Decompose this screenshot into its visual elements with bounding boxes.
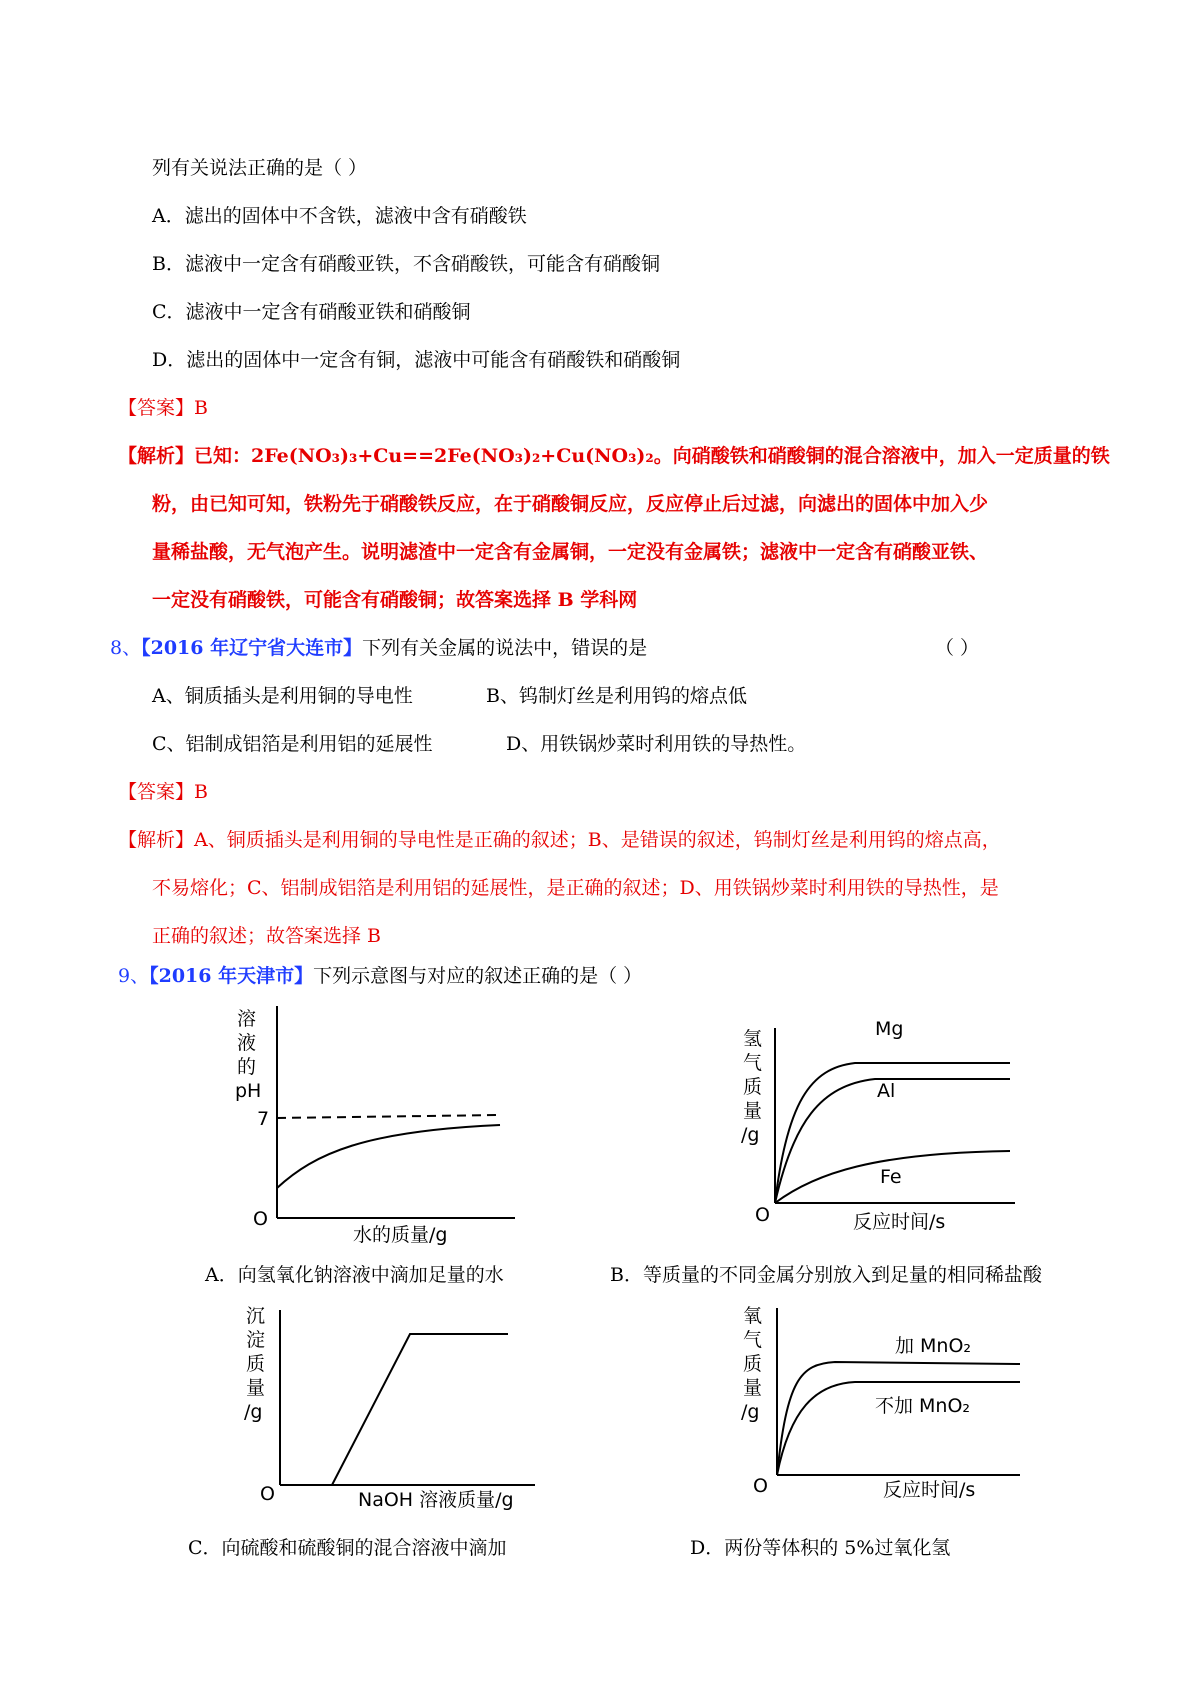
graph-b-label-fe: Fe bbox=[880, 1166, 902, 1188]
graph-b-ylabel-5: /g bbox=[741, 1124, 760, 1146]
graph-c-ylabel-5: /g bbox=[244, 1401, 263, 1423]
q8-number: 8、 bbox=[110, 637, 142, 659]
graph-d-ylabel-5: /g bbox=[741, 1401, 760, 1423]
graph-d-label-with-mno2: 加 MnO₂ bbox=[895, 1335, 972, 1357]
q9-source: 【2016 年天津市】 bbox=[149, 965, 314, 987]
q7-stem-tail: 列有关说法正确的是（ ） bbox=[152, 157, 368, 179]
graph-a-curve bbox=[277, 1125, 500, 1188]
graph-d-curve-with-mno2 bbox=[777, 1362, 1020, 1475]
graph-b-label-al: Al bbox=[877, 1080, 896, 1102]
analysis-text: A、铜质插头是利用铜的导电性是正确的叙述；B、是错误的叙述，钨制灯丝是利用钨的熔点高， bbox=[194, 829, 1001, 851]
q8-option-d: D、用铁锅炒菜时利用铁的导热性。 bbox=[506, 733, 807, 755]
graph-c-ylabel-2: 淀 bbox=[246, 1329, 266, 1351]
q8-answer bbox=[118, 779, 208, 805]
graph-c-ylabel-1: 沉 bbox=[246, 1305, 266, 1327]
graph-a-ylabel-1: 溶 bbox=[237, 1008, 257, 1030]
graph-b-ylabel-4: 量 bbox=[743, 1100, 763, 1122]
q8-source: 【2016 年辽宁省大连市】 bbox=[141, 637, 363, 659]
graph-b-label-mg: Mg bbox=[875, 1018, 904, 1040]
graph-a-origin: O bbox=[253, 1208, 268, 1230]
graph-d-label-without-mno2: 不加 MnO₂ bbox=[875, 1395, 971, 1417]
graph-b-ylabel-1: 氢 bbox=[743, 1028, 763, 1050]
graph-a-ylabel-3: 的 bbox=[237, 1056, 257, 1078]
q9-number: 9、 bbox=[118, 965, 150, 987]
graph-d-xlabel: 反应时间/s bbox=[883, 1479, 976, 1501]
graph-d-ylabel-1: 氧 bbox=[743, 1305, 763, 1327]
analysis-label: 【解析】 bbox=[118, 829, 195, 851]
q7-option-c: C．滤液中一定含有硝酸亚铁和硝酸铜 bbox=[152, 301, 471, 323]
q9-stem bbox=[118, 963, 642, 989]
analysis-text: 已知：2Fe(NO₃)₃+Cu==2Fe(NO₃)₂+Cu(NO₃)₂。向硝酸铁和硝酸铜的混合溶液中，加入一定质量的铁 bbox=[194, 445, 1110, 467]
q8-stem-text: 下列有关金属的说法中，错误的是 bbox=[362, 637, 648, 659]
graph-c bbox=[240, 1300, 540, 1520]
q7-option-a: A．滤出的固体中不含铁，滤液中含有硝酸铁 bbox=[152, 205, 527, 227]
q8-option-a: A、铜质插头是利用铜的导电性 bbox=[152, 685, 413, 707]
graph-c-xlabel: NaOH 溶液质量/g bbox=[358, 1489, 514, 1511]
graph-c-ylabel-3: 质 bbox=[246, 1353, 266, 1375]
graph-a-xlabel: 水的质量/g bbox=[353, 1224, 448, 1246]
q7-answer bbox=[118, 395, 208, 421]
graph-b-origin: O bbox=[755, 1204, 770, 1226]
q8-analysis-line-2: 不易熔化；C、铝制成铝箔是利用铝的延展性，是正确的叙述；D、用铁锅炒菜时利用铁的导热性，是 bbox=[152, 877, 999, 899]
graph-d-ylabel-4: 量 bbox=[743, 1377, 763, 1399]
graph-d-ylabel-3: 质 bbox=[743, 1353, 763, 1375]
answer-label: 【答案】 bbox=[118, 781, 195, 803]
q7-analysis-line-4: 一定没有硝酸铁，可能含有硝酸铜；故答案选择 B 学科网 bbox=[152, 589, 638, 611]
q7-analysis-line-3: 量稀盐酸，无气泡产生。说明滤渣中一定含有金属铜，一定没有金属铁；滤液中一定含有硝酸亚铁、 bbox=[152, 541, 989, 563]
caption-d: D．两份等体积的 5%过氧化氢 bbox=[690, 1537, 951, 1559]
caption-a: A．向氢氧化钠溶液中滴加足量的水 bbox=[205, 1264, 504, 1286]
q9-stem-text: 下列示意图与对应的叙述正确的是（ ） bbox=[313, 965, 643, 987]
graph-a bbox=[225, 1003, 525, 1248]
answer-label: 【答案】 bbox=[118, 397, 195, 419]
graph-a-ph7-dashed-line bbox=[277, 1115, 500, 1118]
q8-stem bbox=[110, 635, 647, 661]
graph-b-ylabel-3: 质 bbox=[743, 1076, 763, 1098]
caption-b: B．等质量的不同金属分别放入到足量的相同稀盐酸 bbox=[610, 1264, 1042, 1286]
graph-d-origin: O bbox=[753, 1475, 768, 1497]
caption-c: C．向硫酸和硫酸铜的混合溶液中滴加 bbox=[188, 1537, 507, 1559]
graph-a-ylabel-4: pH bbox=[235, 1080, 262, 1102]
q8-bracket: （ ） bbox=[935, 637, 980, 659]
answer-value: B bbox=[194, 397, 208, 419]
graph-b-ylabel-2: 气 bbox=[743, 1052, 763, 1074]
graph-c-origin: O bbox=[260, 1483, 275, 1505]
graph-a-tick-7: 7 bbox=[257, 1108, 270, 1130]
q7-option-d: D．滤出的固体中一定含有铜，滤液中可能含有硝酸铁和硝酸铜 bbox=[152, 349, 681, 371]
q8-option-b: B、钨制灯丝是利用钨的熔点低 bbox=[486, 685, 747, 707]
graph-d bbox=[735, 1300, 1025, 1510]
graph-c-ylabel-4: 量 bbox=[246, 1377, 266, 1399]
graph-a-ylabel-2: 液 bbox=[237, 1032, 257, 1054]
graph-d-ylabel-2: 气 bbox=[743, 1329, 763, 1351]
graph-c-line bbox=[332, 1334, 508, 1485]
q7-analysis-line-2: 粉，由已知可知，铁粉先于硝酸铁反应，在于硝酸铜反应，反应停止后过滤，向滤出的固体中加入少 bbox=[152, 493, 989, 515]
q8-analysis-line-3: 正确的叙述；故答案选择 B bbox=[152, 925, 382, 947]
analysis-label: 【解析】 bbox=[118, 445, 195, 467]
graph-b bbox=[735, 1013, 1020, 1238]
q7-option-b: B．滤液中一定含有硝酸亚铁，不含硝酸铁，可能含有硝酸铜 bbox=[152, 253, 660, 275]
q8-option-c: C、铝制成铝箔是利用铝的延展性 bbox=[152, 733, 433, 755]
graph-b-xlabel: 反应时间/s bbox=[853, 1211, 946, 1233]
q8-analysis-line-1 bbox=[118, 827, 1001, 853]
q7-analysis-line-1 bbox=[118, 443, 1110, 469]
answer-value: B bbox=[194, 781, 208, 803]
